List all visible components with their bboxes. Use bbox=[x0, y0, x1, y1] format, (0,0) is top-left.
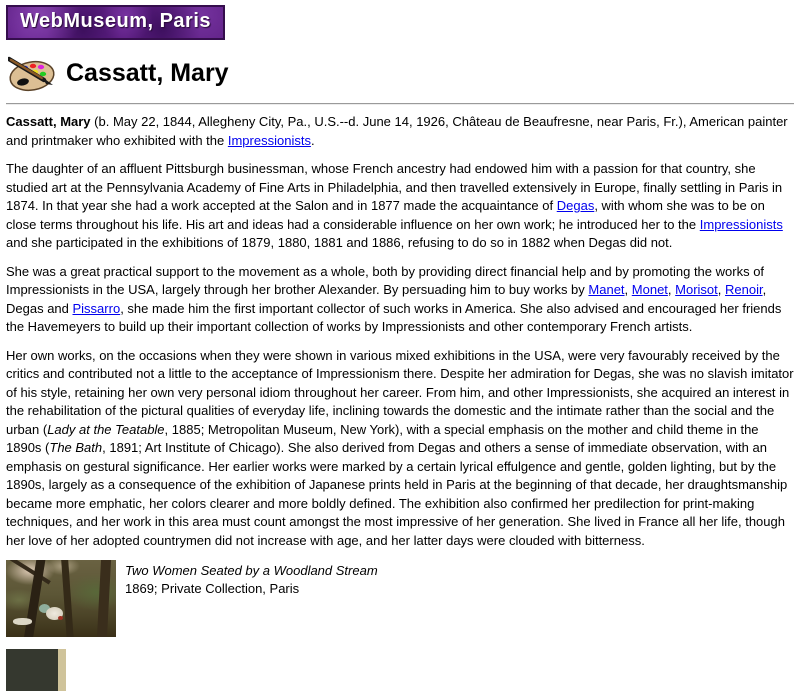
artwork-thumbnail-partial[interactable] bbox=[6, 649, 66, 691]
link-renoir[interactable]: Renoir bbox=[725, 282, 763, 297]
webmuseum-banner[interactable] bbox=[6, 5, 225, 40]
paragraph-early-life: The daughter of an affluent Pittsburgh businessman, whose French ancestry had endowed him with a passion for that country, she studied art at the Pennsylvania Academy of Fine Arts in Philadelphia, and then travelled extensively in Europe, finally settling in Paris in 1874. In that year she had a work accepted at the Salon and in 1877 made the acquaintance of Degas, with whom she was to be on close terms throughout his life. His art and ideas had a considerable influence on her own work; he introduced her to the Impressionists and she participated in the exhibitions of 1879, 1880, 1881 and 1886, refusing to do so in 1882 when Degas did not. bbox=[6, 161, 783, 250]
link-monet[interactable]: Monet bbox=[631, 282, 668, 297]
paragraph-own-works: Her own works, on the occasions when they were shown in various mixed exhibitions in the USA, were very favourably received by the critics and contributed not a little to the acceptance of Impressionism there. Despite her admiration for Degas, she was no slavish imitator of his style, retaining her own very personal idiom throughout her career. From him, and other Impressionists, she acquired an interest in the rehabilitation of the pictural qualities of everyday life, inclining towards the domestic and the intimate rather than the social and the urban (Lady at the Teatable, 1885; Metropolitan Museum, New York), with a special emphasis on the mother and child theme in the 1890s (The Bath, 1891; Art Institute of Chicago). She also derived from Degas and others a sense of immediate observation, with an emphasis on gestural significance. Her earlier works were marked by a certain lyrical effulgence and gentle, golden lighting, but by the 1890s, largely as a consequence of the exhibition of Japanese prints held in Paris at the beginning of that decade, her draughtsmanship became more emphatic, her colors clearer and more boldly defined. The exhibition also confirmed her predilection for print-making techniques, and her work in this area must count amongst the most impressive of her generation. She lived in France all her life, though her love of her adopted countrymen did not increase with age, and her latter days were clouded with bitterness. bbox=[6, 347, 794, 548]
link-morisot[interactable]: Morisot bbox=[675, 282, 718, 297]
page-title-row bbox=[8, 53, 794, 93]
artwork-title: Two Women Seated by a Woodland Stream bbox=[125, 563, 378, 578]
artwork-caption bbox=[125, 560, 378, 597]
painting-tree-trunk bbox=[61, 560, 74, 637]
paragraph-support: She was a great practical support to the movement as a whole, both by providing direct financial help and by promoting the works of Impressionists in the USA, largely through her brother Alexander. By persuading him to buy works by Manet, Monet, Morisot, Renoir, Degas and Pissarro, she made him the first important collector of such works in America. She also advised and encouraged her friends the Havemeyers to build up their important collection of works by Impressionists and other contemporary French artists. bbox=[6, 263, 782, 334]
article-body bbox=[6, 113, 796, 550]
artwork-thumbnail[interactable] bbox=[6, 560, 116, 637]
paragraph-bio-intro: Cassatt, Mary (b. May 22, 1844, Allegheny City, Pa., U.S.--d. June 14, 1926, Château de Beaufresne, near Paris, Fr.), American painter and printmaker who exhibited with the Impressionists. bbox=[6, 114, 788, 148]
artwork-figure bbox=[6, 560, 794, 637]
italic-title: Lady at the Teatable bbox=[47, 421, 165, 437]
painting-figure bbox=[13, 618, 32, 625]
page-title: Cassatt, Mary bbox=[66, 58, 229, 87]
link-impressionists[interactable]: Impressionists bbox=[227, 132, 311, 148]
bold-lead: Cassatt, Mary bbox=[6, 114, 91, 129]
palette-icon bbox=[8, 53, 56, 93]
link-manet[interactable]: Manet bbox=[588, 282, 625, 297]
link-degas[interactable]: Degas bbox=[556, 198, 595, 213]
italic-title: The Bath bbox=[49, 440, 103, 455]
link-impressionists[interactable]: Impressionists bbox=[699, 216, 783, 232]
painting-figure bbox=[58, 616, 63, 620]
banner-title: WebMuseum, Paris bbox=[20, 10, 212, 32]
painting-tree-trunk bbox=[23, 560, 46, 637]
artwork-details: 1869; Private Collection, Paris bbox=[125, 580, 300, 596]
divider-rule bbox=[6, 103, 794, 105]
painting-tree-trunk bbox=[97, 560, 111, 637]
link-pissarro[interactable]: Pissarro bbox=[72, 300, 121, 316]
